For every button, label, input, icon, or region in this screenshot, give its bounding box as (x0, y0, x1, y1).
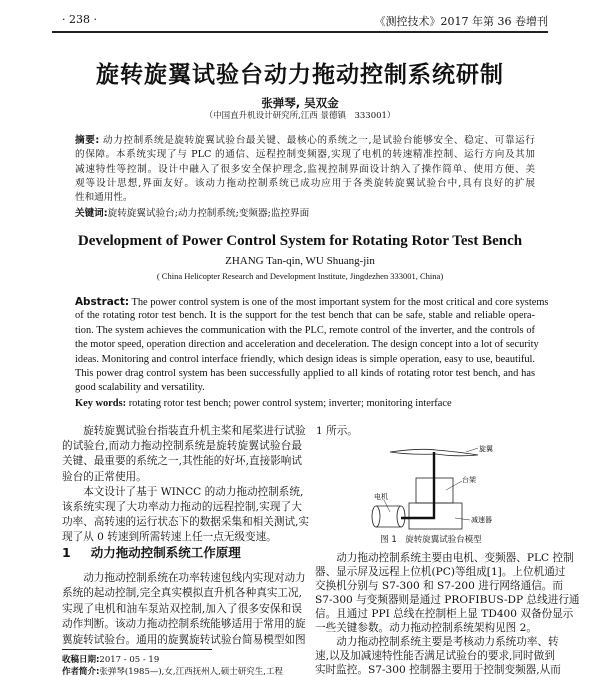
rotor-leader (466, 448, 478, 452)
affiliation-en: ( China Helicopter Research and Development Institute, Jingdezhen 333001, China) (156, 271, 444, 281)
label-rotor: 旋翼 (479, 445, 493, 453)
author-bio-label: 作者简介: (62, 667, 100, 677)
text-line: 减速特性等控制。设计中融入了很多安全保护理念,监视控制界面设计纳入了操作简单、使用方便、美 (75, 163, 535, 175)
text-line: 旋转旋翼试验台指装直升机主桨和尾桨进行试验 (83, 425, 306, 437)
frame-leader (446, 481, 462, 490)
keywords-cn (75, 205, 309, 219)
text-line: 系统的起动控制,完全真实模拟直升机各种真实工况, (62, 587, 302, 600)
page-number: · 238 · (62, 13, 97, 26)
keywords-en (75, 398, 452, 409)
text-line: 动作判断。该动力拖动控制系统能够适用于常用的旋 (62, 618, 306, 631)
reducer-box (409, 503, 462, 529)
text-line: tion. The system achieves the communication with the PLC, remote control of the inverter, and the controls of (75, 324, 535, 336)
text-line: 的试验台,而动力拖动控制系统是旋转旋翼试验台最 (62, 440, 302, 453)
figure-1-test-bench-model (360, 440, 500, 535)
keywords-en-text: rotating rotor test bench; power control system; inverter; monitoring interface (128, 398, 452, 409)
text-line: 动力拖动控制系统在功率转速包线内实现对动力 (83, 572, 306, 584)
title-en: Development of Power Control System for Rotating Rotor Test Bench (77, 233, 523, 249)
text-line: 器、显示屏及远程上位机(PC)等组成[1]。上位机通过 (315, 566, 566, 578)
label-frame: 台架 (462, 476, 476, 484)
motor-end-left (372, 506, 380, 527)
text-line: 验台的正常使用。 (62, 470, 147, 483)
text-line: 实现了电机和油车泵站双控制,加入了很多安保和误 (62, 602, 302, 615)
text-line: 实时监控。S7-300 控制器主要用于控制变频器,从而 (315, 664, 561, 676)
text-line: Abstract: The power control system is one of the most important system for the most critical and core systems (75, 296, 549, 308)
reducer-leader (455, 518, 470, 520)
text-line: of the rotating rotor test bench. It is the support for the test bench that can be safe, stable and reliable opera- (75, 310, 535, 322)
text-line: the motor speed, operation direction and acceleration and deceleration. The design concept into a lot of security (75, 339, 539, 351)
abstract-label: 摘要: (75, 135, 100, 146)
affiliation-cn: （中国直升机设计研究所,江西 景德镇 333001） (204, 111, 396, 121)
header-rule (52, 31, 548, 33)
keywords-en-label: Key words: (75, 398, 127, 409)
authors-en: ZHANG Tan-qin, WU Shuang-jin (225, 255, 375, 267)
label-motor: 电机 (374, 493, 388, 501)
text-line: 本文设计了基于 WINCC 的动力拖动控制系统, (83, 485, 304, 498)
footnote-author (62, 665, 283, 677)
text-line: 摘要: 动力控制系统是旋转旋翼试验台最关键、最核心的系统之一,是试验台能够安全、稳定、可靠运行 (75, 135, 535, 146)
received-date: 2017 - 05 - 19 (99, 655, 160, 665)
title-cn: 旋转旋翼试验台动力拖动控制系统研制 (96, 62, 504, 88)
journal-header: 《测控技术》2017 年第 36 卷增刊 (374, 15, 548, 28)
author-bio: 张弹琴(1985—),女,江西抚州人,硕士研究生,工程 (99, 667, 283, 677)
drive-shaft (401, 452, 434, 518)
abstract-label: Abstract: (75, 296, 130, 308)
section-number: 1 (62, 545, 71, 560)
text-line: 翼旋转试验台。通用的旋翼旋转试验台简易模型如图 (62, 633, 306, 646)
authors-cn: 张弹琴, 吴双金 (261, 96, 339, 110)
body-right-first-line: 1 所示。 (316, 425, 358, 437)
keywords-cn-label: 关键词: (75, 208, 108, 219)
text-line: good scalability and versatility. (75, 382, 205, 394)
text-line: S7-300 与变频器则是通过 PROFIBUS-DP 总线进行通 (315, 594, 580, 606)
text-line: 的保障。本系统实现了与 PLC 的通信、远程控制变频器,实现了电机的转速精准控制、运行方向及其加 (75, 149, 535, 161)
footnote-received (62, 653, 159, 665)
text-line: 性和通用性。 (75, 192, 133, 204)
text-line: 现了从 0 转速到所需转速上任一点无级变速。 (62, 531, 277, 544)
label-reducer: 减速器 (471, 516, 492, 524)
text-line: 动力拖动控制系统主要由电机、变频器、PLC 控制 (336, 552, 574, 564)
figure-caption: 图 1 旋转旋翼试验台模型 (380, 535, 482, 545)
text-line: 交换机分别与 S7-300 和 S7-200 进行网络通信。而 (315, 580, 563, 592)
section-title: 动力拖动控制系统工作原理 (90, 545, 241, 560)
received-label: 收稿日期: (62, 655, 100, 665)
text-line: 功率、高转速的运行状态下的数据采集和相关测试,实 (62, 516, 310, 529)
text-line: 该系统实现了大功率动力拖动的远程控制,实现了大 (62, 501, 302, 513)
motor-end-right (397, 506, 405, 527)
text-line: 信。且通过 PPI 总线在控制柜上显 TD400 双备份显示 (315, 608, 574, 620)
keywords-cn-text: 旋转旋翼试验台;动力控制系统;变频器;监控界面 (107, 208, 310, 219)
text-line: 一些关键参数。动力拖动控制系统架构见图 2。 (315, 622, 537, 634)
text-line: 关键、最重要的系统之一,其性能的好坏,直接影响试 (62, 455, 302, 468)
text-line: This power drag control system has been successfully applied to all kinds of rotating rotor test bench, and has (75, 368, 535, 379)
text-line: ideas. Monitoring and control interface friendly, which design ideas is simple operation, easy to use, beautiful. (75, 353, 535, 365)
text-line: 速,以及加减速特性能否满足试验台的要求,同时做到 (315, 650, 555, 662)
text-line: 动力拖动控制系统主要是考核动力系统功率、转 (336, 636, 559, 648)
section-heading (62, 543, 241, 561)
text-line: 观等设计思想,界面友好。该动力拖动控制系统已成功应用于各类旋转旋翼试验台中,具有良好的扩展 (75, 177, 535, 189)
footnote-rule (62, 649, 212, 650)
